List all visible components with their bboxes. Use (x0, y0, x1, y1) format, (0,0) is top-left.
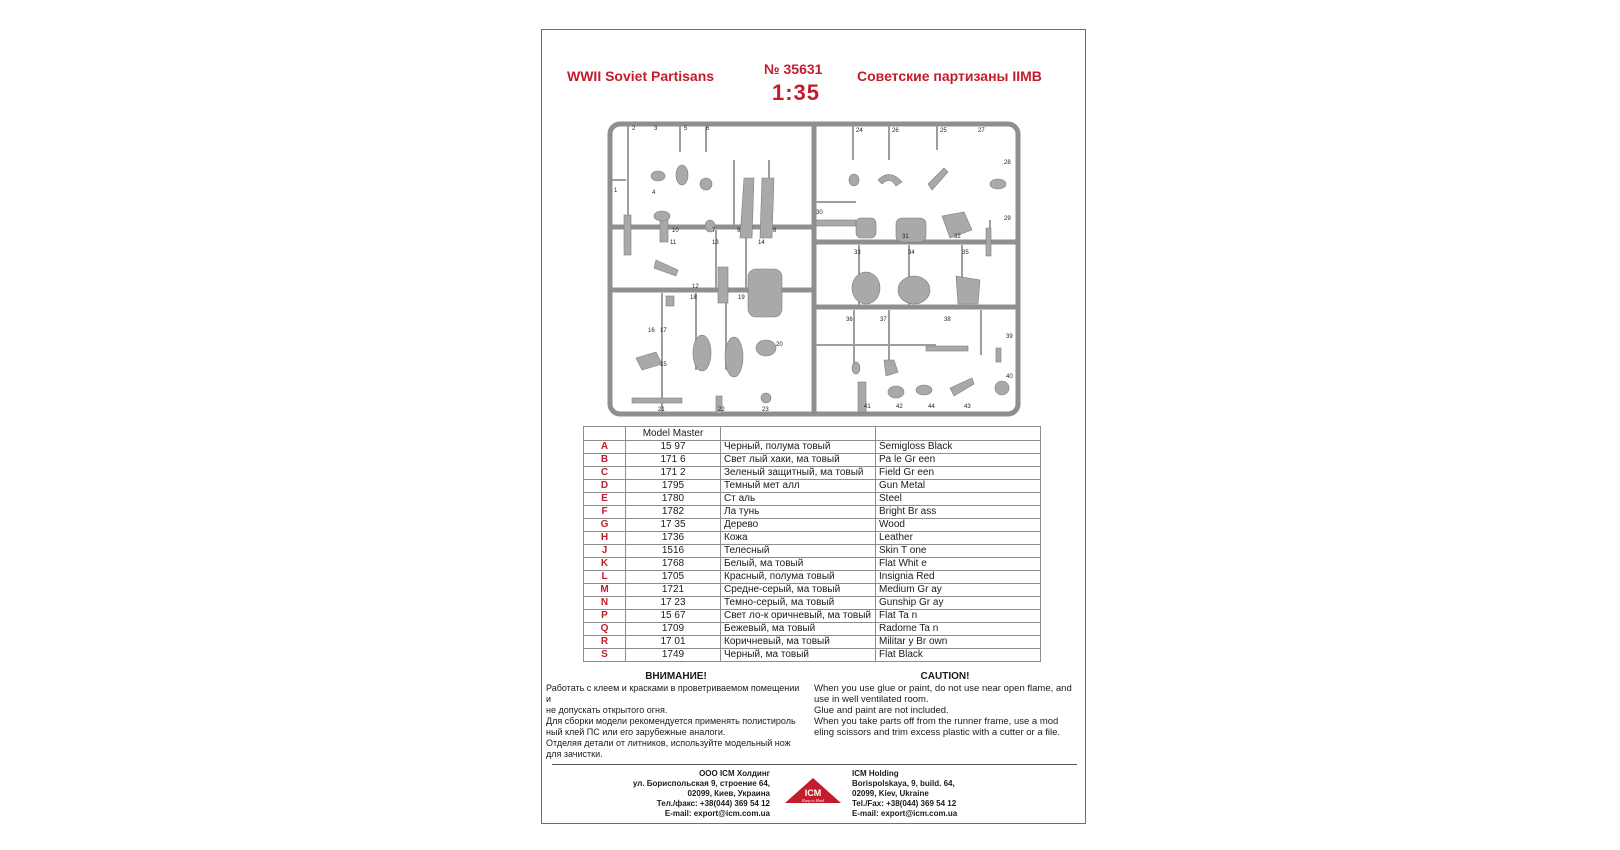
warning-english-title: CAUTION! (920, 671, 970, 682)
paint-code: 1768 (626, 558, 721, 571)
svg-text:31: 31 (902, 234, 909, 240)
address-line: E-mail: export@icm.com.ua (664, 809, 770, 818)
table-row (584, 558, 1041, 571)
svg-text:34: 34 (908, 250, 915, 256)
svg-text:22: 22 (718, 407, 725, 413)
paint-name-ru: Зеленый защитный, ма товый (721, 467, 876, 480)
svg-text:16: 16 (648, 328, 655, 334)
paint-code: 1705 (626, 571, 721, 584)
svg-text:39: 39 (1006, 334, 1013, 340)
warning-en-line: When you take parts off from the runner frame, use a mod (814, 716, 1059, 727)
paint-code: 17 23 (626, 597, 721, 610)
svg-text:42: 42 (896, 404, 903, 410)
svg-text:11: 11 (670, 240, 677, 246)
paint-letter: R (584, 636, 626, 649)
paint-name-en: Bright Br ass (876, 506, 1041, 519)
paint-code: 1780 (626, 493, 721, 506)
paint-name-en: Medium Gr ay (876, 584, 1041, 597)
paint-name-en: Gun Metal (876, 480, 1041, 493)
svg-text:15: 15 (660, 362, 667, 368)
address-line: Borispolskaya, 9, build. 64, (852, 779, 955, 788)
warning-ru-line: для зачистки. (546, 749, 603, 759)
scale-label: 1:35 (772, 80, 821, 105)
paint-name-en: Pa le Gr een (876, 454, 1041, 467)
svg-text:7: 7 (712, 228, 716, 234)
paint-code: 15 67 (626, 610, 721, 623)
svg-text:9: 9 (737, 228, 741, 234)
paint-letter: G (584, 519, 626, 532)
paint-letter: J (584, 545, 626, 558)
warning-en-line: Glue and paint are not included. (814, 705, 949, 716)
svg-text:35: 35 (962, 250, 969, 256)
svg-text:27: 27 (978, 128, 985, 134)
paint-name-en: Steel (876, 493, 1041, 506)
svg-text:36: 36 (846, 317, 853, 323)
svg-text:12: 12 (692, 284, 699, 290)
paint-letter: F (584, 506, 626, 519)
paint-name-ru: Дерево (721, 519, 876, 532)
warning-ru-line: Отделяя детали от литников, используйте модельный нож (546, 738, 791, 748)
paint-name-en: Wood (876, 519, 1041, 532)
paint-code: 171 6 (626, 454, 721, 467)
svg-text:3: 3 (654, 126, 658, 132)
paint-letter: B (584, 454, 626, 467)
sprue-diagram (606, 120, 1022, 420)
svg-text:44: 44 (928, 404, 935, 410)
svg-text:17: 17 (660, 328, 667, 334)
paint-code: 171 2 (626, 467, 721, 480)
paint-code: 1749 (626, 649, 721, 662)
svg-text:38: 38 (944, 317, 951, 323)
table-row (584, 584, 1041, 597)
svg-text:26: 26 (892, 128, 899, 134)
paint-name-ru: Черный, ма товый (721, 649, 876, 662)
warning-ru-line: Работать с клеем и красками в проветриваемом помещении и (546, 683, 800, 704)
paint-name-en: Militar y Br own (876, 636, 1041, 649)
paint-letter: N (584, 597, 626, 610)
paint-code: 1795 (626, 480, 721, 493)
warning-russian (546, 671, 806, 760)
svg-text:37: 37 (880, 317, 887, 323)
paint-name-ru: Белый, ма товый (721, 558, 876, 571)
svg-text:43: 43 (964, 404, 971, 410)
svg-text:2: 2 (632, 126, 636, 132)
paint-name-ru: Телесный (721, 545, 876, 558)
footer-divider (552, 764, 1077, 765)
svg-text:41: 41 (864, 404, 871, 410)
paint-name-en: Skin T one (876, 545, 1041, 558)
table-row (584, 571, 1041, 584)
paint-name-ru: Свет ло-к оричневый, ма товый (721, 610, 876, 623)
paint-code: 15 97 (626, 441, 721, 454)
paint-name-en: Radome Ta n (876, 623, 1041, 636)
svg-text:40: 40 (1006, 374, 1013, 380)
warning-russian-title: ВНИМАНИЕ! (645, 671, 707, 682)
catalog-number: № 35631 (764, 61, 823, 77)
svg-text:1: 1 (614, 188, 618, 194)
svg-text:18: 18 (690, 295, 697, 301)
paint-letter: L (584, 571, 626, 584)
paint-name-ru: Черный, полума товый (721, 441, 876, 454)
paint-letter: M (584, 584, 626, 597)
warning-en-line: use in well ventilated room. (814, 694, 929, 705)
svg-text:19: 19 (738, 295, 745, 301)
svg-text:20: 20 (776, 342, 783, 348)
svg-text:32: 32 (954, 234, 961, 240)
paint-name-en: Flat Black (876, 649, 1041, 662)
table-row (584, 649, 1041, 662)
paint-name-ru: Бежевый, ма товый (721, 623, 876, 636)
paint-letter: Q (584, 623, 626, 636)
svg-text:29: 29 (1004, 216, 1011, 222)
paint-name-en: Gunship Gr ay (876, 597, 1041, 610)
paint-letter: K (584, 558, 626, 571)
svg-text:13: 13 (712, 240, 719, 246)
paint-letter: P (584, 610, 626, 623)
instruction-sheet (541, 29, 1086, 824)
warning-en-line: When you use glue or paint, do not use near open flame, and (814, 683, 1072, 694)
paint-letter: H (584, 532, 626, 545)
paint-name-ru: Темный мет алл (721, 480, 876, 493)
address-line: ООО ICM Холдинг (699, 769, 770, 778)
paint-code: 1516 (626, 545, 721, 558)
table-row (584, 441, 1041, 454)
svg-text:28: 28 (1004, 160, 1011, 166)
paint-letter: S (584, 649, 626, 662)
paint-code: 1736 (626, 532, 721, 545)
paint-letter: E (584, 493, 626, 506)
paint-letter: A (584, 441, 626, 454)
paint-name-ru: Средне-серый, ма товый (721, 584, 876, 597)
address-line: ICM Holding (852, 769, 899, 778)
warning-ru-line: не допускать открытого огня. (546, 705, 668, 715)
address-line: Tel./Fax: +38(044) 369 54 12 (852, 799, 957, 808)
title-russian: Советские партизаны IIМВ (857, 68, 1042, 84)
paint-name-ru: Кожа (721, 532, 876, 545)
svg-text:25: 25 (940, 128, 947, 134)
warning-english (814, 671, 1076, 738)
table-row (584, 636, 1041, 649)
address-english (852, 769, 1022, 819)
paint-letter: D (584, 480, 626, 493)
paint-reference-table (583, 426, 1041, 662)
logo-tagline: Keep in Mind (802, 798, 824, 803)
table-row (584, 597, 1041, 610)
address-line: E-mail: export@icm.com.ua (852, 809, 958, 818)
svg-text:33: 33 (854, 250, 861, 256)
svg-text:30: 30 (816, 210, 823, 216)
paint-name-ru: Темно-серый, ма товый (721, 597, 876, 610)
paint-name-en: Flat Ta n (876, 610, 1041, 623)
paint-letter: C (584, 467, 626, 480)
warning-ru-line: Для сборки модели рекомендуется применять полистироль (546, 716, 796, 726)
paint-code: 1721 (626, 584, 721, 597)
svg-text:21: 21 (658, 407, 665, 413)
table-row (584, 532, 1041, 545)
table-row (584, 467, 1041, 480)
address-line: Тел./факс: +38(044) 369 54 12 (656, 799, 770, 808)
svg-text:14: 14 (758, 240, 765, 246)
paint-name-ru: Красный, полума товый (721, 571, 876, 584)
svg-text:8: 8 (773, 228, 777, 234)
address-line: 02099, Kiev, Ukraine (852, 789, 929, 798)
svg-text:4: 4 (652, 190, 656, 196)
table-row (584, 506, 1041, 519)
paint-name-ru: Коричневый, ма товый (721, 636, 876, 649)
paint-code: 17 01 (626, 636, 721, 649)
paint-code: 17 35 (626, 519, 721, 532)
paint-name-ru: Свет лый хаки, ма товый (721, 454, 876, 467)
table-row (584, 519, 1041, 532)
address-line: 02099, Киев, Украина (687, 789, 770, 798)
table-row (584, 545, 1041, 558)
address-line: ул. Бориспольская 9, строение 64, (632, 779, 770, 788)
warning-en-line: eling scissors and trim excess plastic with a cutter or a file. (814, 727, 1061, 738)
svg-text:24: 24 (856, 128, 863, 134)
paint-code: 1782 (626, 506, 721, 519)
logo-text: ICM (804, 788, 822, 798)
table-header-row (584, 427, 1041, 441)
address-russian (600, 769, 770, 819)
icm-logo (781, 777, 845, 807)
paint-name-ru: Ла тунь (721, 506, 876, 519)
paint-name-ru: Ст аль (721, 493, 876, 506)
table-row (584, 493, 1041, 506)
paint-name-en: Insignia Red (876, 571, 1041, 584)
brand-header: Model Master (626, 427, 721, 441)
paint-code: 1709 (626, 623, 721, 636)
svg-text:5: 5 (684, 126, 688, 132)
paint-name-en: Semigloss Black (876, 441, 1041, 454)
paint-name-en: Leather (876, 532, 1041, 545)
title-english: WWII Soviet Partisans (567, 68, 715, 84)
paint-name-en: Field Gr een (876, 467, 1041, 480)
table-row (584, 610, 1041, 623)
table-row (584, 623, 1041, 636)
svg-text:10: 10 (672, 228, 679, 234)
warning-ru-line: ный клей ПС или его зарубежные аналоги. (546, 727, 726, 737)
paint-name-en: Flat Whit e (876, 558, 1041, 571)
svg-text:23: 23 (762, 407, 769, 413)
svg-text:6: 6 (706, 126, 710, 132)
table-row (584, 480, 1041, 493)
table-row (584, 454, 1041, 467)
